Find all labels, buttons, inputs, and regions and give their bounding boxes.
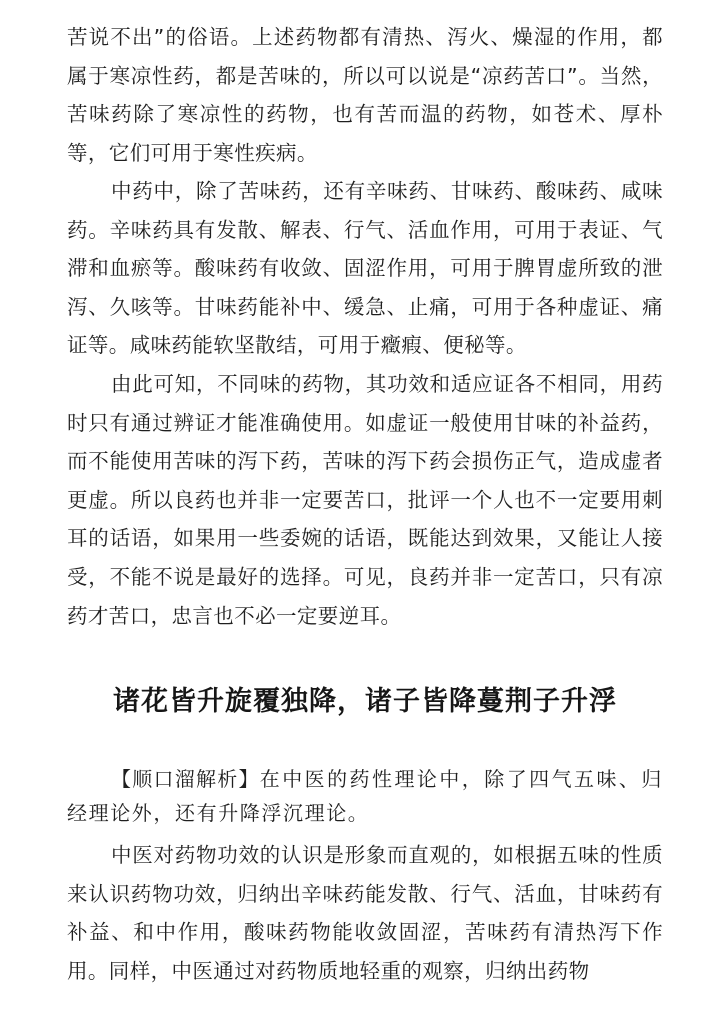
paragraph-herb-texture: 中医对药物功效的认识是形象而直观的，如根据五味的性质来认识药物功效，归纳出辛味药能发散、行气、活血，甘味药有补益、和中作用，酸味药物能收敛固涩，苦味药有清热泻下作用。同样，中医通过对药物质地轻重的观察，归纳出药物 xyxy=(67,843,663,983)
rhyme-analysis-text: 在中医的药性理论中，除了四气五味、归经理论外，还有升降浮沉理论。 xyxy=(67,767,663,825)
paragraph-rhyme-analysis xyxy=(67,762,663,830)
paragraph-five-flavors: 中药中，除了苦味药，还有辛味药、甘味药、酸味药、咸味药。辛味药具有发散、解表、行气、活血作用，可用于表证、气滞和血瘀等。酸味药有收敛、固涩作用，可用于脾胃虚所致的泄泻、久咳等。甘味药能补中、缓急、止痛，可用于各种虚证、痛证等。咸味药能软坚散结，可用于癥瘕、便秘等。 xyxy=(67,179,663,358)
paragraph-good-medicine: 由此可知，不同味的药物，其功效和适应证各不相同，用药时只有通过辨证才能准确使用。如虚证一般使用甘味的补益药，而不能使用苦味的泻下药，苦味的泻下药会损伤正气，造成虚者更虚。所以良药也并非一定要苦口，批评一个人也不一定要用刺耳的话语，如果用一些委婉的话语，既能达到效果，又能让人接受，不能不说是最好的选择。可见，良药并非一定苦口，只有凉药才苦口，忠言也不必一定要逆耳。 xyxy=(67,372,663,628)
paragraph-bitter-cold-herbs: 苦说不出”的俗语。上述药物都有清热、泻火、燥湿的作用，都属于寒凉性药，都是苦味的，所以可以说是“凉药苦口”。当然，苦味药除了寒凉性的药物，也有苦而温的药物，如苍术、厚朴等，它们可用于寒性疾病。 xyxy=(67,25,663,165)
section-heading: 诸花皆升旋覆独降，诸子皆降蔓荆子升浮 xyxy=(113,686,617,717)
rhyme-analysis-tag: 【顺口溜解析】 xyxy=(111,767,260,791)
